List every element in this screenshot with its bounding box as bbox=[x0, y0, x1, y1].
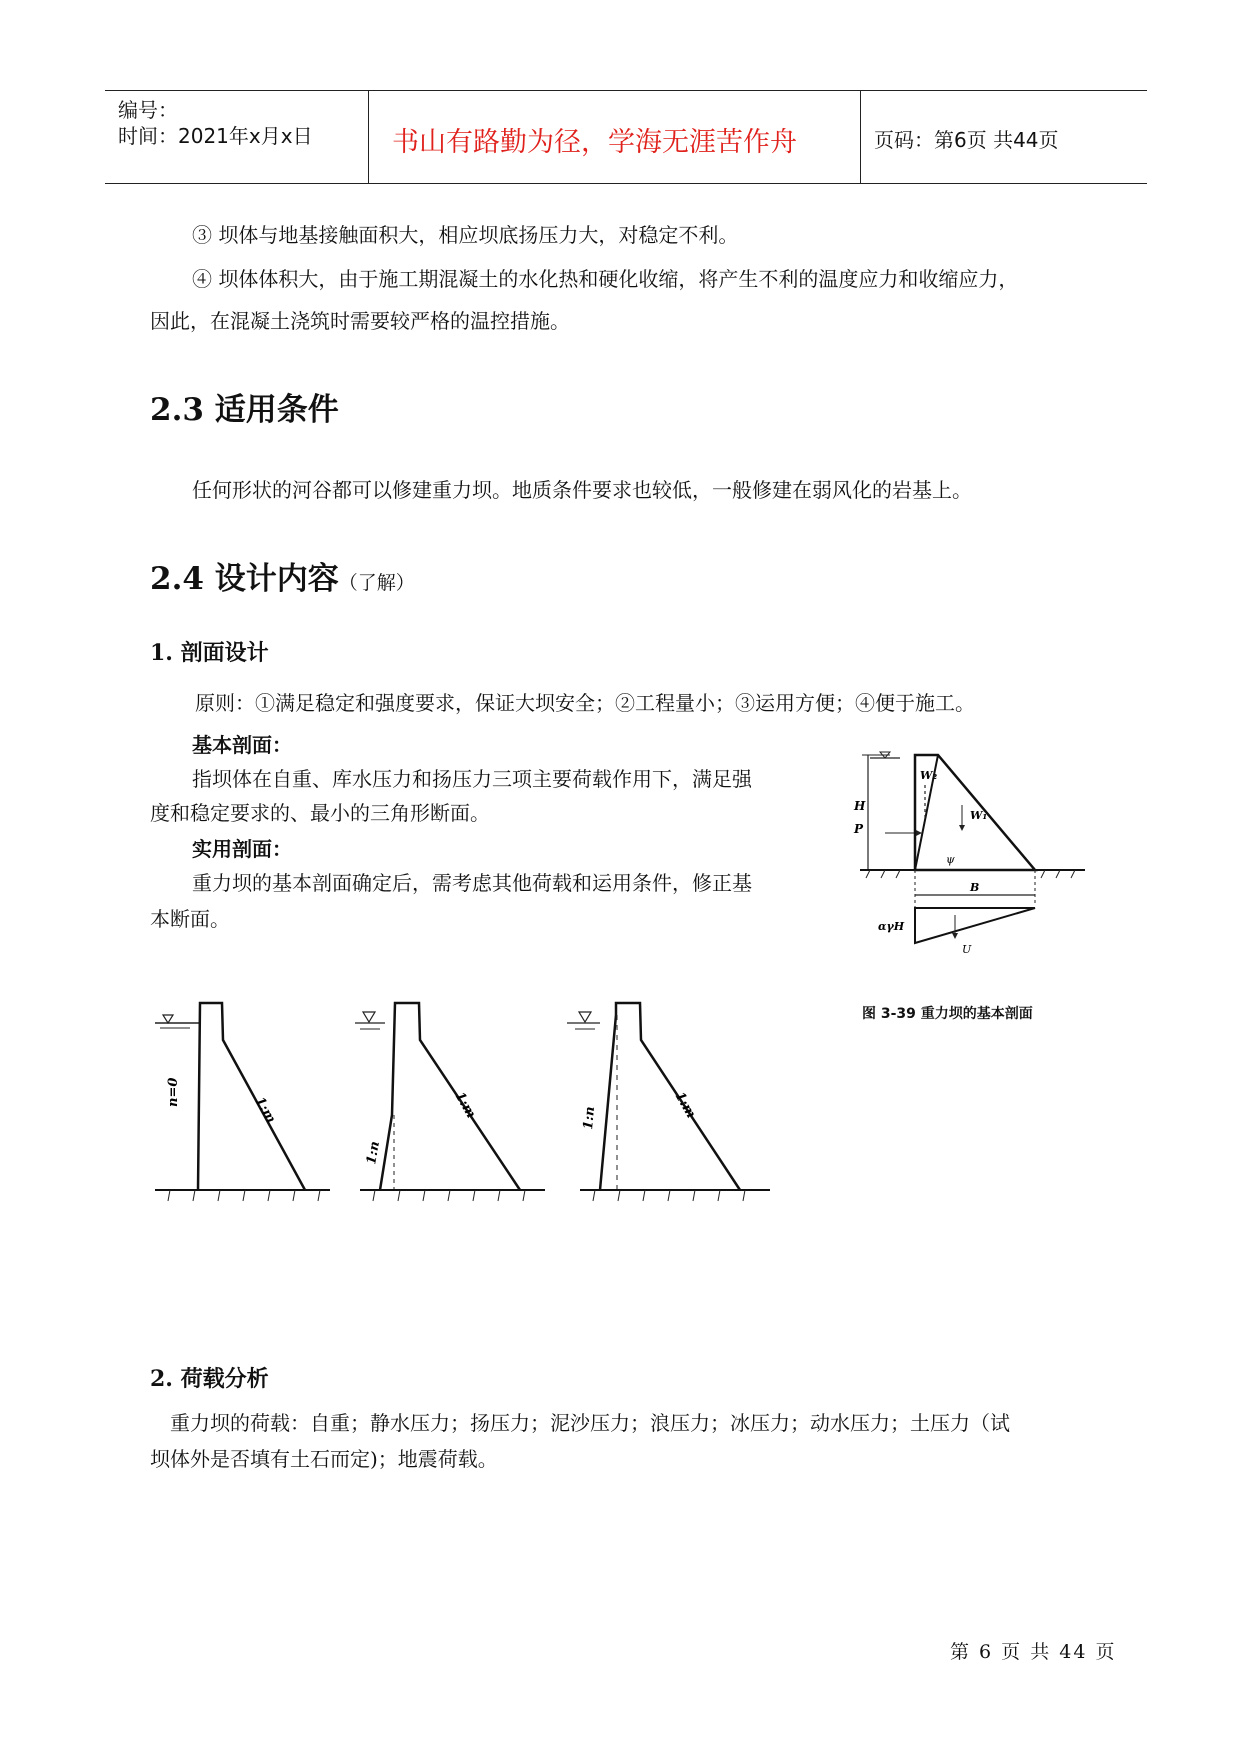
practical-section-line1: 重力坝的基本剖面确定后，需考虑其他荷载和运用条件，修正基 bbox=[192, 871, 752, 895]
part-1-title: 1. 剖面设计 bbox=[150, 640, 269, 666]
intro-item-4-line1: ④ 坝体体积大，由于施工期混凝土的水化热和硬化收缩，将产生不利的温度应力和收缩应力， bbox=[192, 267, 1019, 291]
section-2-4-heading bbox=[150, 553, 415, 598]
section-2-4-title: 2.4 设计内容 bbox=[150, 561, 339, 597]
label-p: P bbox=[854, 822, 864, 836]
profile-vertical-upstream bbox=[155, 1003, 305, 1190]
header-motto: 书山有路勤为径，学海无涯苦作舟 bbox=[392, 127, 797, 158]
label-w1: W₁ bbox=[970, 809, 988, 822]
water-level-icon bbox=[363, 1012, 375, 1022]
header-time-label: 时间：2021年x月x日 bbox=[118, 124, 313, 148]
profile1-vertical-label: n=0 bbox=[166, 1077, 181, 1107]
page-footer: 第 6 页 共 44 页 bbox=[950, 1641, 1117, 1663]
section-2-4-note: （了解） bbox=[338, 572, 415, 594]
intro-item-3: ③ 坝体与地基接触面积大，相应坝底扬压力大，对稳定不利。 bbox=[192, 223, 739, 247]
profile3-slope-label: 1:m bbox=[671, 1089, 699, 1121]
figure-caption: 图 3-39 重力坝的基本剖面 bbox=[862, 1006, 1033, 1022]
basic-section-figure bbox=[850, 745, 1100, 985]
practical-section-label: 实用剖面： bbox=[192, 837, 292, 861]
basic-section-line1: 指坝体在自重、库水压力和扬压力三项主要荷载作用下，满足强 bbox=[192, 767, 752, 791]
part-2-line1: 重力坝的荷载：自重；静水压力；扬压力；泥沙压力；浪压力；冰压力；动水压力；土压力（试 bbox=[170, 1411, 1010, 1435]
profile1-slope-label: 1:m bbox=[251, 1094, 279, 1126]
header-divider-right bbox=[860, 90, 861, 183]
section-2-3-heading: 2.3 适用条件 bbox=[150, 392, 339, 428]
water-level-icon bbox=[579, 1012, 591, 1022]
part-2-title: 2. 荷载分析 bbox=[150, 1366, 269, 1392]
header-bottom-rule bbox=[105, 183, 1147, 184]
label-u: U bbox=[962, 943, 972, 956]
profile-sloped-upstream-toe bbox=[355, 1003, 520, 1190]
profile3-upstream-label: 1:n bbox=[581, 1105, 599, 1131]
part-1-principle: 原则：①满足稳定和强度要求，保证大坝安全；②工程量小；③运用方便；④便于施工。 bbox=[195, 691, 975, 715]
basic-section-label: 基本剖面： bbox=[192, 733, 292, 757]
header-divider-left bbox=[368, 90, 369, 183]
water-level-icon bbox=[163, 1015, 173, 1023]
label-w2: W₂ bbox=[920, 769, 938, 782]
header-number-label: 编号： bbox=[118, 98, 178, 122]
basic-section-line2: 度和稳定要求的、最小的三角形断面。 bbox=[150, 801, 490, 825]
section-2-3-body: 任何形状的河谷都可以修建重力坝。地质条件要求也较低，一般修建在弱风化的岩基上。 bbox=[192, 478, 972, 502]
intro-item-4-line2: 因此，在混凝土浇筑时需要较严格的温控措施。 bbox=[150, 309, 570, 333]
profile-full-sloped-upstream bbox=[567, 1003, 740, 1190]
header-top-rule bbox=[105, 90, 1147, 91]
label-psi: ψ bbox=[946, 853, 955, 866]
profile2-upstream-label: 1:n bbox=[364, 1140, 383, 1166]
label-b: B bbox=[970, 881, 980, 894]
label-uplift: αγH bbox=[878, 920, 905, 933]
part-2-line2: 坝体外是否填有土石而定)；地震荷载。 bbox=[150, 1447, 498, 1471]
profile2-slope-label: 1:m bbox=[451, 1089, 479, 1121]
label-h: H bbox=[854, 799, 866, 813]
practical-sections-figure bbox=[130, 995, 790, 1215]
practical-section-line2: 本断面。 bbox=[150, 907, 230, 931]
uplift-triangle bbox=[915, 908, 1035, 943]
ground-hatch bbox=[168, 1190, 745, 1201]
header-page-label: 页码：第6页 共44页 bbox=[874, 128, 1059, 152]
